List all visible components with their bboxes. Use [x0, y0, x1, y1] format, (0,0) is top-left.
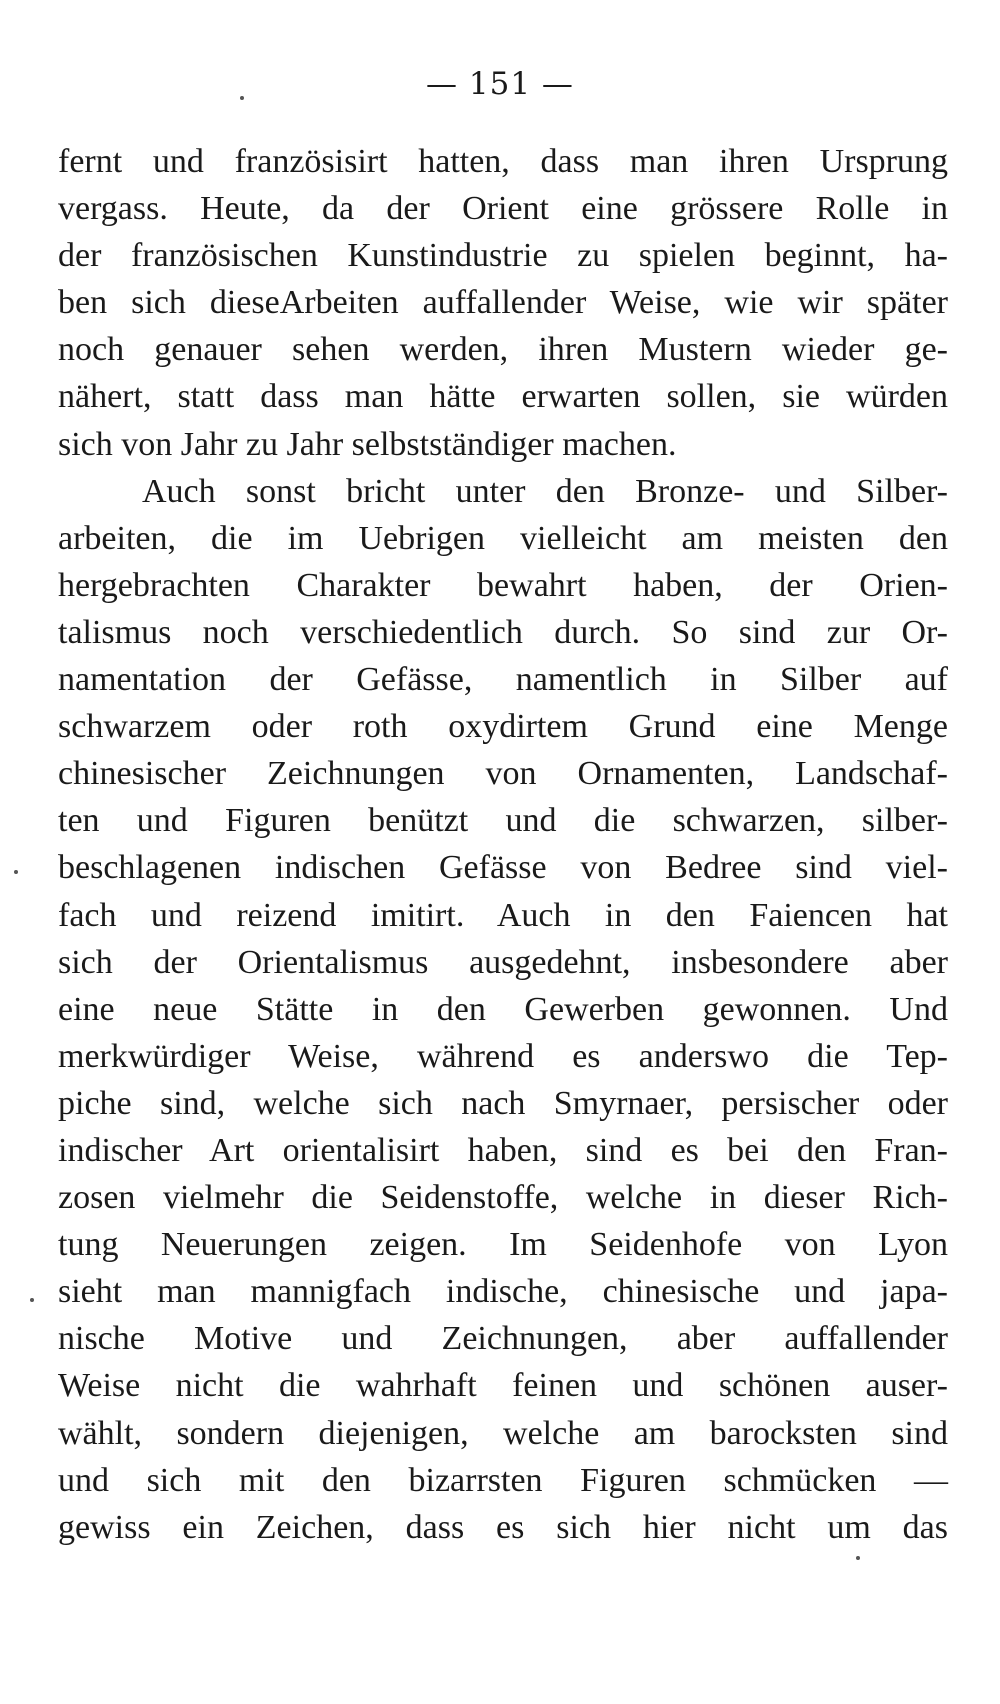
- text-line: talismus noch verschiedentlich durch. So sind zur Or-: [58, 613, 948, 651]
- scan-speck: [240, 96, 244, 100]
- text-line: indischer Art orientalisirt haben, sind es bei den Fran-: [58, 1131, 948, 1169]
- text-line: wählt, sondern diejenigen, welche am barocksten sind: [58, 1414, 948, 1452]
- paragraph-end-line: sich von Jahr zu Jahr selbstständiger machen.: [58, 425, 677, 463]
- text-line: schwarzem oder roth oxydirtem Grund eine Menge: [58, 708, 948, 746]
- text-line: gewiss ein Zeichen, dass es sich hier nicht um das: [58, 1508, 948, 1546]
- body-text: [58, 138, 948, 1551]
- text-line: nische Motive und Zeichnungen, aber auffallender: [58, 1320, 948, 1358]
- text-line: noch genauer sehen werden, ihren Mustern wieder ge-: [58, 331, 948, 369]
- text-line: zosen vielmehr die Seidenstoffe, welche in dieser Rich-: [58, 1179, 948, 1217]
- scan-speck: [14, 870, 18, 874]
- scan-speck: [856, 1556, 860, 1560]
- text-line: und sich mit den bizarrsten Figuren schmücken —: [58, 1461, 948, 1499]
- text-line: merkwürdiger Weise, während es anderswo die Tep-: [58, 1037, 948, 1075]
- text-line: beschlagenen indischen Gefässe von Bedree sind viel-: [58, 849, 948, 887]
- page-number: — 151 —: [426, 66, 574, 102]
- text-line: fach und reizend imitirt. Auch in den Faiencen hat: [58, 896, 948, 934]
- text-line: ten und Figuren benützt und die schwarzen, silber-: [58, 802, 948, 840]
- text-line: ben sich dieseArbeiten auffallender Weise, wie wir später: [58, 284, 948, 322]
- text-line: tung Neuerungen zeigen. Im Seidenhofe von Lyon: [58, 1226, 948, 1264]
- text-line: sieht man mannigfach indische, chinesische und japa-: [58, 1273, 948, 1311]
- text-line: fernt und französisirt hatten, dass man ihren Ursprung: [58, 143, 948, 180]
- text-line: sich der Orientalismus ausgedehnt, insbesondere aber: [58, 943, 948, 981]
- text-line: arbeiten, die im Uebrigen vielleicht am meisten den: [58, 519, 948, 557]
- text-line: eine neue Stätte in den Gewerben gewonnen. Und: [58, 990, 948, 1028]
- text-line: der französischen Kunstindustrie zu spielen beginnt, ha-: [58, 237, 948, 275]
- text-line: piche sind, welche sich nach Smyrnaer, persischer oder: [58, 1084, 948, 1122]
- text-line: vergass. Heute, da der Orient eine grössere Rolle in: [58, 190, 948, 228]
- text-line: Weise nicht die wahrhaft feinen und schönen auser-: [58, 1367, 948, 1405]
- paragraph-start-line: Auch sonst bricht unter den Bronze- und Silber-: [142, 472, 948, 510]
- text-line: chinesischer Zeichnungen von Ornamenten, Landschaf-: [58, 755, 948, 793]
- text-line: nähert, statt dass man hätte erwarten sollen, sie würden: [58, 378, 948, 416]
- scan-speck: [30, 1298, 34, 1302]
- text-line: hergebrachten Charakter bewahrt haben, der Orien-: [58, 566, 948, 604]
- text-line: namentation der Gefässe, namentlich in Silber auf: [58, 661, 948, 699]
